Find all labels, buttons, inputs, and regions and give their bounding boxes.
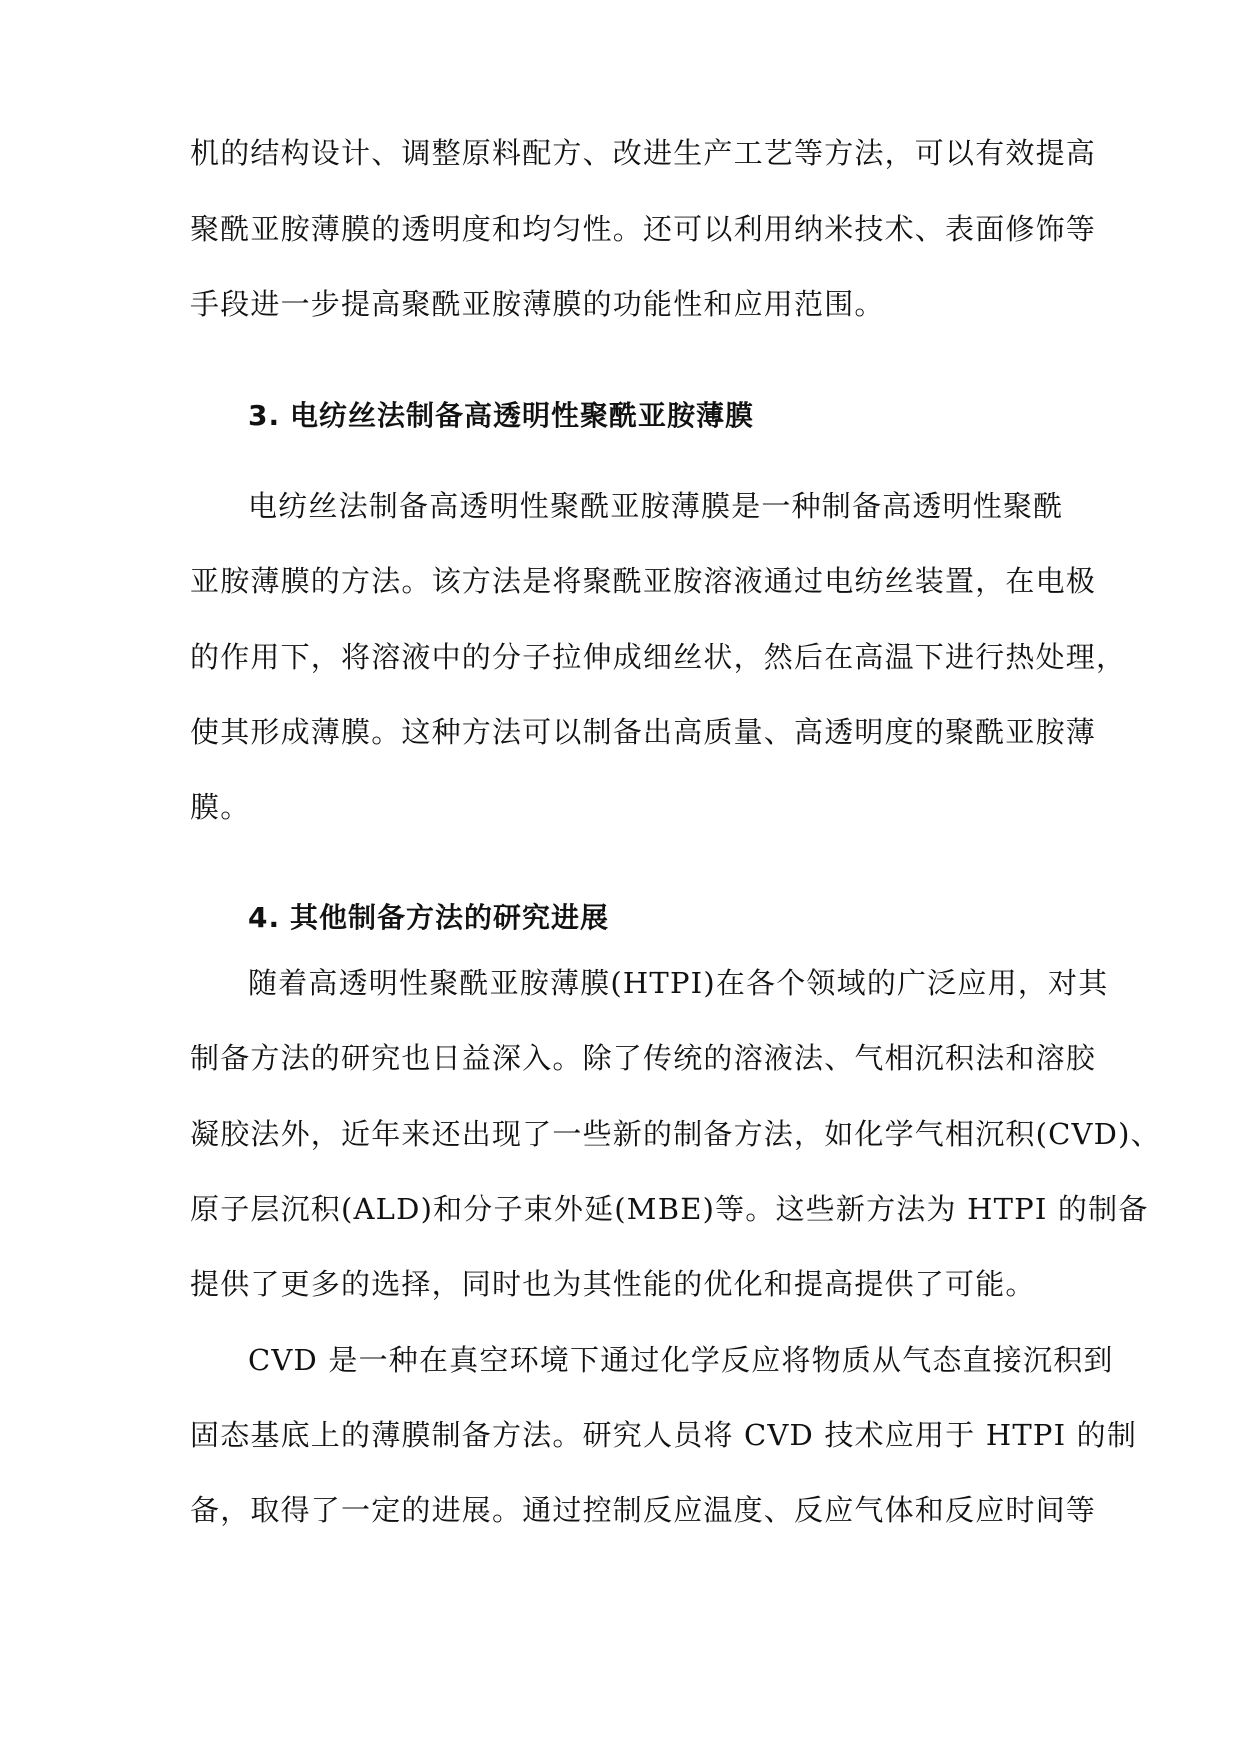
paragraph-line: 备，取得了一定的进展。通过控制反应温度、反应气体和反应时间等 — [190, 1493, 1097, 1527]
paragraph-line: 固态基底上的薄膜制备方法。研究人员将 CVD 技术应用于 HTPI 的制 — [190, 1418, 1138, 1452]
paragraph-line: 使其形成薄膜。这种方法可以制备出高质量、高透明度的聚酰亚胺薄 — [190, 715, 1097, 749]
paragraph-line: 制备方法的研究也日益深入。除了传统的溶液法、气相沉积法和溶胶 — [190, 1041, 1097, 1075]
paragraph-line: 手段进一步提高聚酰亚胺薄膜的功能性和应用范围。 — [190, 287, 885, 321]
paragraph-line: 聚酰亚胺薄膜的透明度和均匀性。还可以利用纳米技术、表面修饰等 — [190, 212, 1097, 246]
paragraph-line: 的作用下，将溶液中的分子拉伸成细丝状，然后在高温下进行热处理， — [190, 640, 1127, 674]
paragraph-line: CVD 是一种在真空环境下通过化学反应将物质从气态直接沉积到 — [248, 1343, 1114, 1377]
paragraph-line: 提供了更多的选择，同时也为其性能的优化和提高提供了可能。 — [190, 1267, 1036, 1301]
paragraph-line: 原子层沉积(ALD)和分子束外延(MBE)等。这些新方法为 HTPI 的制备 — [190, 1192, 1149, 1226]
paragraph-line: 随着高透明性聚酰亚胺薄膜(HTPI)在各个领域的广泛应用，对其 — [248, 966, 1109, 1000]
section-number: 4. — [248, 901, 281, 934]
section-title: 电纺丝法制备高透明性聚酰亚胺薄膜 — [290, 399, 755, 432]
section-number: 3. — [248, 399, 281, 432]
paragraph-line: 机的结构设计、调整原料配方、改进生产工艺等方法，可以有效提高 — [190, 136, 1097, 170]
section-4-heading — [248, 898, 609, 938]
paragraph-line: 凝胶法外，近年来还出现了一些新的制备方法，如化学气相沉积(CVD)、 — [190, 1117, 1161, 1151]
paragraph-line: 亚胺薄膜的方法。该方法是将聚酰亚胺溶液通过电纺丝装置，在电极 — [190, 564, 1097, 598]
paragraph-line: 电纺丝法制备高透明性聚酰亚胺薄膜是一种制备高透明性聚酰 — [248, 489, 1064, 523]
paragraph-line: 膜。 — [190, 790, 251, 824]
section-3-heading — [248, 396, 754, 436]
section-title: 其他制备方法的研究进展 — [290, 901, 610, 934]
